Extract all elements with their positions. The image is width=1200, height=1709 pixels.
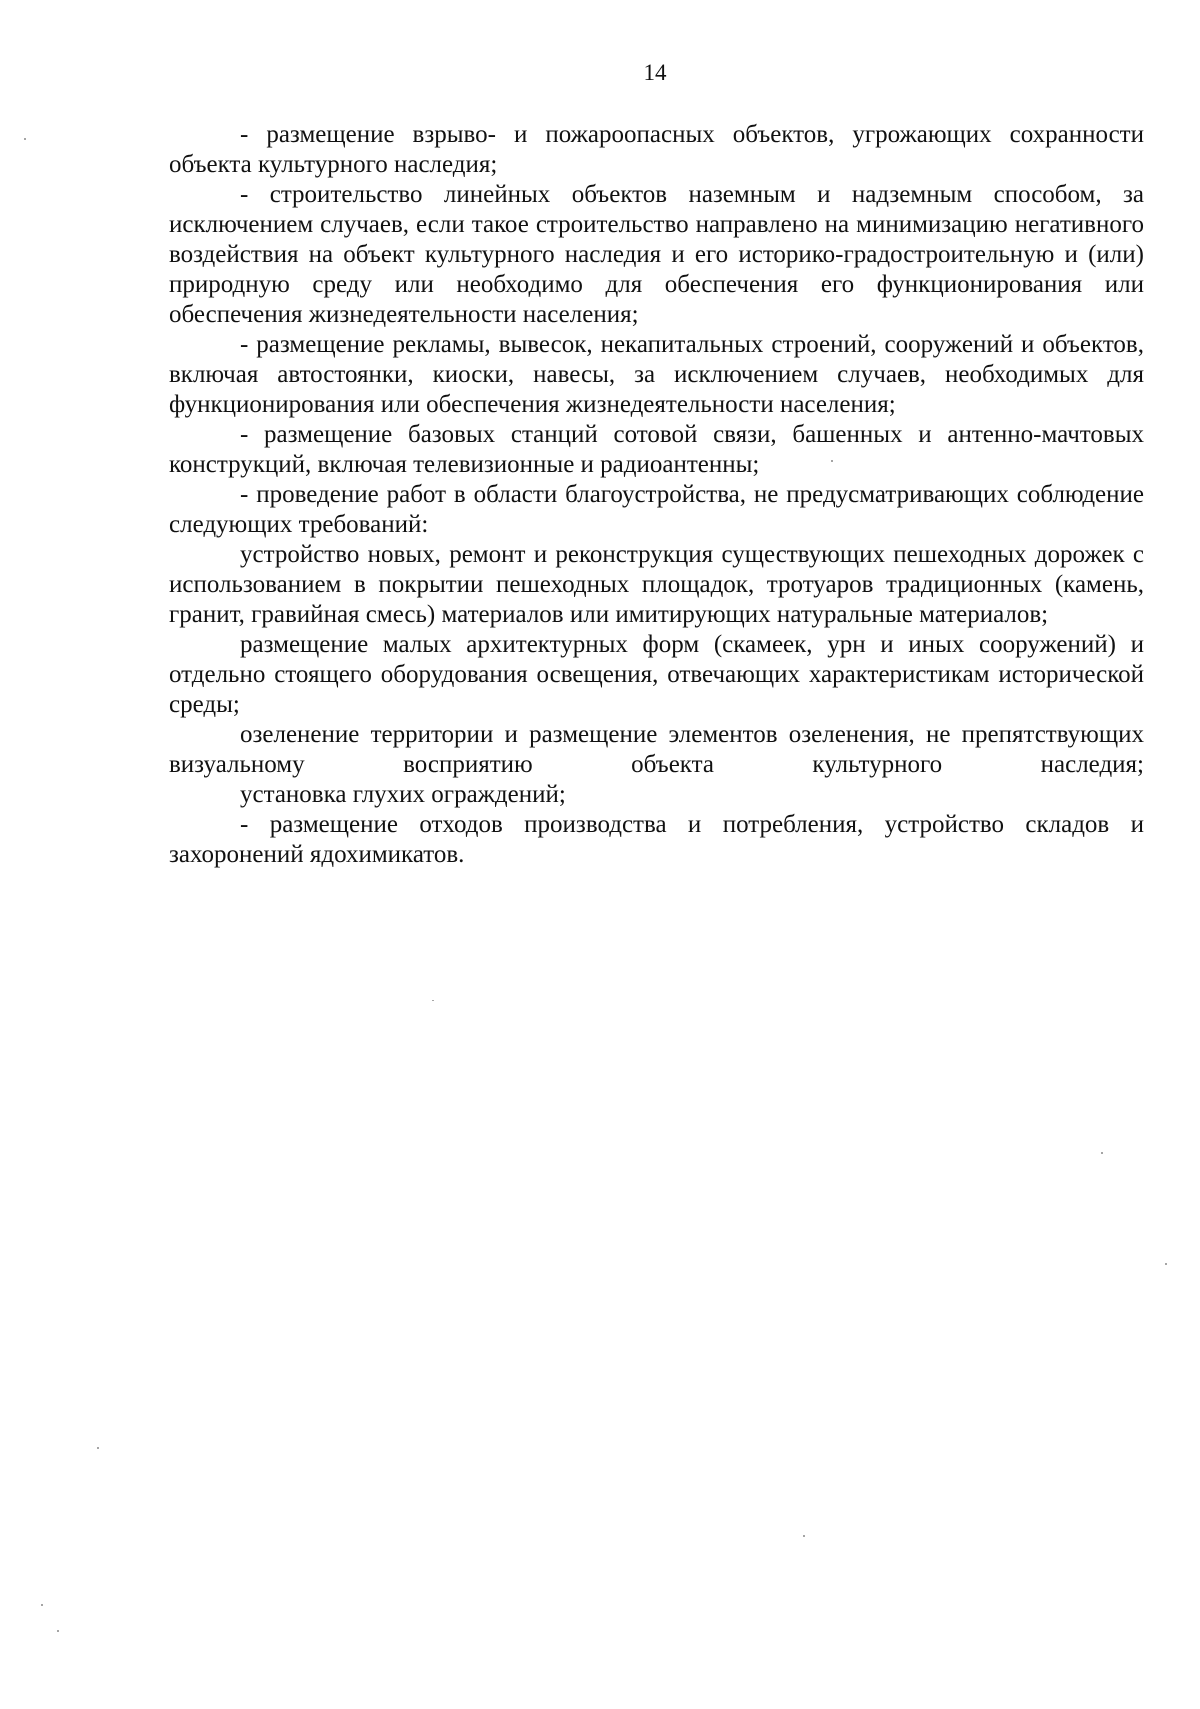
paragraph-linear-objects: - строительство линейных объектов наземным и надземным способом, за исключением случаев, если такое строительство направлено на минимизацию негативного воздействия на объект культурного наследия и его историко-градостроительную и (или) природную среду или необходимо для обеспечения его функционирования или обеспечения жизнедеятельности населения; (169, 181, 1144, 328)
scan-speck (41, 1604, 43, 1606)
paragraph-landscaping-works: - проведение работ в области благоустройства, не предусматривающих соблюдение следующих требований: (169, 481, 1144, 538)
scan-speck (57, 1630, 59, 1632)
page-number: 14 (643, 60, 667, 85)
scan-speck (432, 1000, 434, 1001)
paragraph-base-stations: - размещение базовых станций сотовой связи, башенных и антенно-мачтовых конструкций, включая телевизионные и радиоантенны; (169, 421, 1144, 478)
scan-speck (24, 138, 26, 140)
paragraph-small-architectural-forms: размещение малых архитектурных форм (скамеек, урн и иных сооружений) и отдельно стоящего оборудования освещения, отвечающих характеристикам исторической среды; (169, 631, 1144, 718)
paragraph-greening: озеленение территории и размещение элементов озеленения, не препятствующих визуальному восприятию объекта культурного наследия; (169, 721, 1144, 778)
scan-speck (831, 460, 833, 462)
paragraph-waste-disposal: - размещение отходов производства и потребления, устройство складов и захоронений ядохимикатов. (169, 811, 1144, 868)
document-body (169, 120, 1144, 870)
scan-speck (803, 1535, 805, 1537)
paragraph-footpaths: устройство новых, ремонт и реконструкция существующих пешеходных дорожек с использованием в покрытии пешеходных площадок, тротуаров традиционных (камень, гранит, гравийная смесь) материалов или имитирующих натуральные материалов; (169, 541, 1144, 628)
paragraph-advertising: - размещение рекламы, вывесок, некапитальных строений, сооружений и объектов, включая автостоянки, киоски, навесы, за исключением случаев, необходимых для функционирования или обеспечения жизнедеятельности населения; (169, 331, 1144, 418)
paragraph-explosive-objects: - размещение взрыво- и пожароопасных объектов, угрожающих сохранности объекта культурного наследия; (169, 121, 1144, 178)
scan-speck (1165, 1263, 1167, 1265)
paragraph-solid-fences: установка глухих ограждений; (240, 781, 566, 808)
scan-speck (1101, 1152, 1103, 1154)
scan-speck (97, 1447, 99, 1449)
